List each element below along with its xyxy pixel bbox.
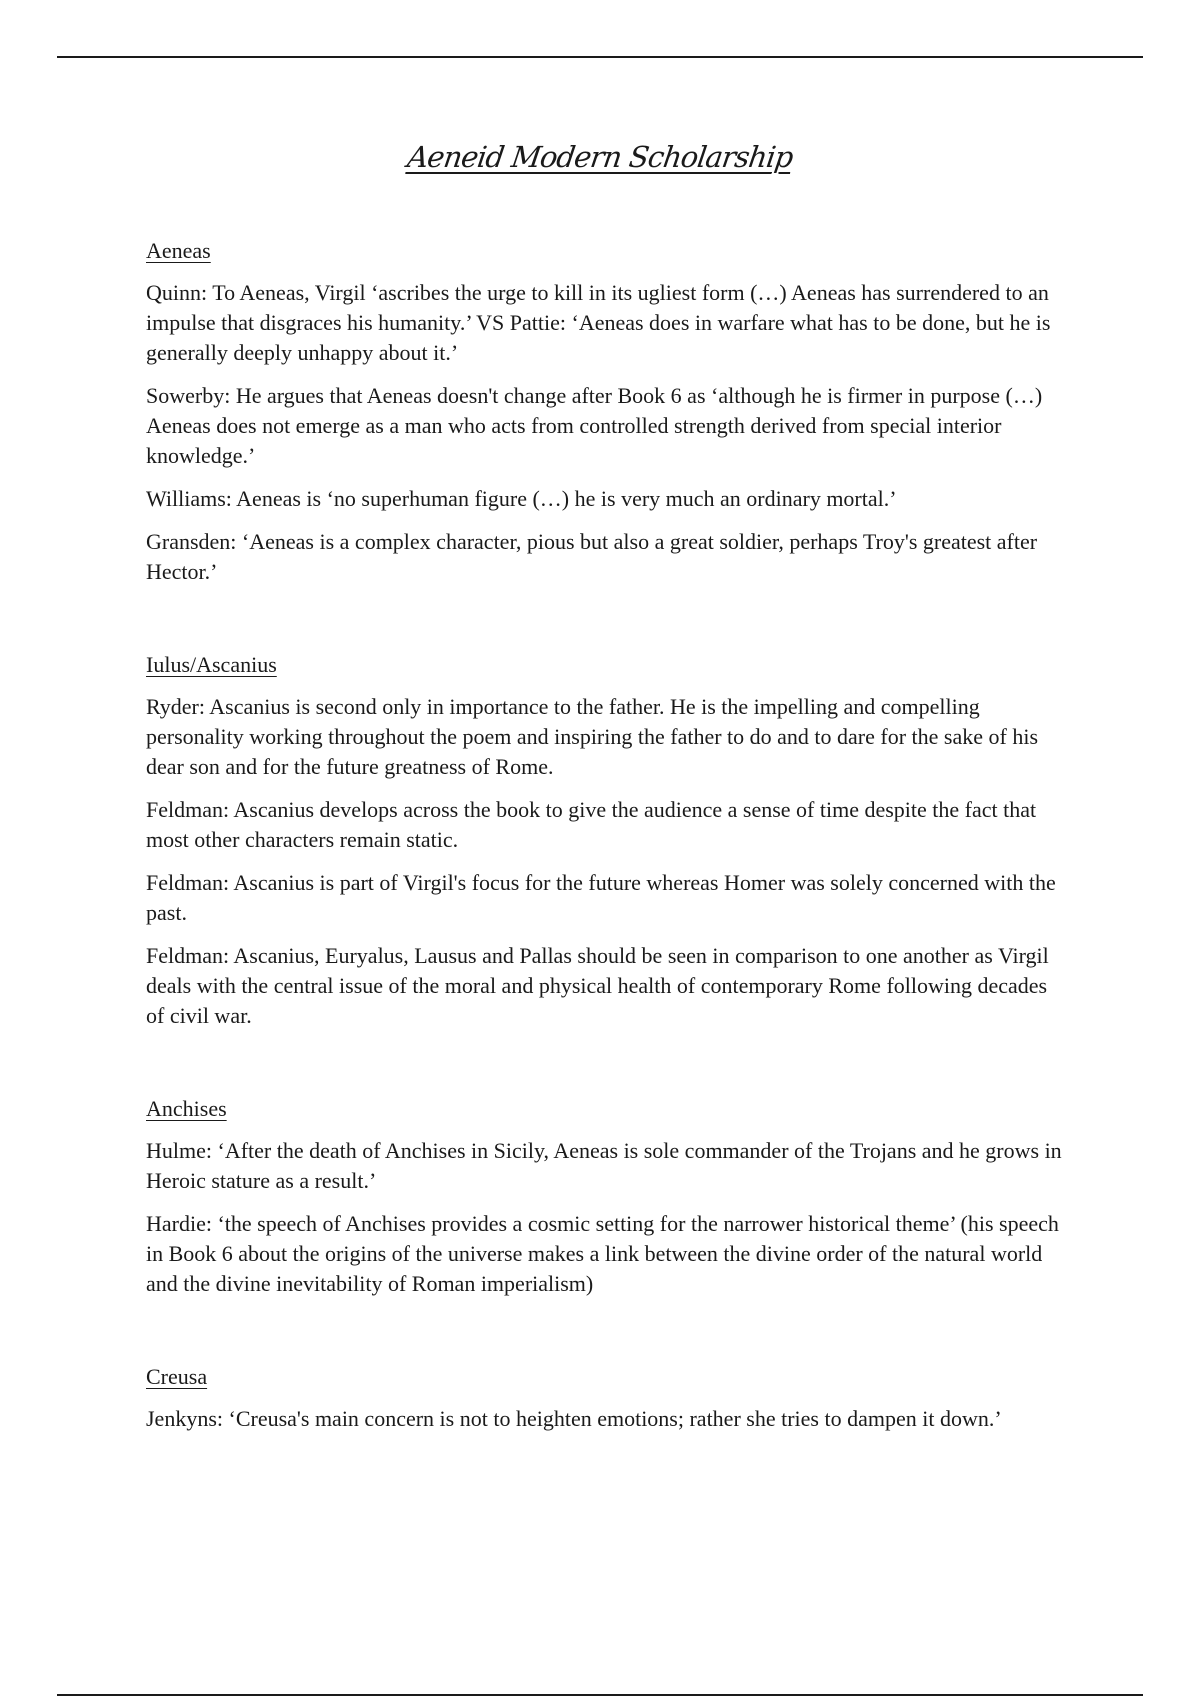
paragraph: Sowerby: He argues that Aeneas doesn't change after Book 6 as ‘although he is firmer in purpose (…) Aeneas does not emerge as a man who acts from controlled strength derived from special interior knowledge.’: [146, 383, 1043, 468]
section-heading: Anchises: [146, 1096, 227, 1121]
section-heading: Creusa: [146, 1364, 208, 1389]
section-iulus-ascanius: [146, 650, 1066, 1031]
paragraph: Hardie: ‘the speech of Anchises provides a cosmic setting for the narrower historical theme’ (his speech in Book 6 about the origins of the universe makes a link between the divine order of the natural world and the divine inevitability of Roman imperialism): [146, 1211, 1059, 1296]
section-anchises: [146, 1094, 1066, 1299]
paragraph: Quinn: To Aeneas, Virgil ‘ascribes the urge to kill in its ugliest form (…) Aeneas has surrendered to an impulse that disgraces his humanity.’ VS Pattie: ‘Aeneas does in warfare what has to be done, but he is generally deeply unhappy about it.’: [146, 280, 1051, 365]
paragraph: Gransden: ‘Aeneas is a complex character, pious but also a great soldier, perhaps Troy's greatest after Hector.’: [146, 529, 1038, 584]
top-rule: [57, 56, 1143, 58]
paragraph: Feldman: Ascanius, Euryalus, Lausus and Pallas should be seen in comparison to one another as Virgil deals with the central issue of the moral and physical health of contemporary Rome following decades of civil war.: [146, 943, 1049, 1028]
bottom-rule: [57, 1694, 1143, 1696]
section-heading: Aeneas: [146, 238, 211, 263]
paragraph: Feldman: Ascanius develops across the book to give the audience a sense of time despite the fact that most other characters remain static.: [146, 797, 1037, 852]
document-body: [146, 236, 1066, 1447]
section-aeneas: [146, 236, 1066, 587]
section-heading: Iulus/Ascanius: [146, 652, 277, 677]
paragraph: Williams: Aeneas is ‘no superhuman figure (…) he is very much an ordinary mortal.’: [146, 486, 897, 511]
paragraph: Jenkyns: ‘Creusa's main concern is not to heighten emotions; rather she tries to dampen it down.’: [146, 1406, 1002, 1431]
paragraph: Hulme: ‘After the death of Anchises in Sicily, Aeneas is sole commander of the Trojans and he grows in Heroic stature as a result.’: [146, 1138, 1062, 1193]
document-title: Aeneid Modern Scholarship: [405, 140, 795, 174]
paragraph: Ryder: Ascanius is second only in importance to the father. He is the impelling and compelling personality working throughout the poem and inspiring the father to do and to dare for the sake of his dear son and for the future greatness of Rome.: [146, 694, 1039, 779]
paragraph: Feldman: Ascanius is part of Virgil's focus for the future whereas Homer was solely concerned with the past.: [146, 870, 1056, 925]
section-creusa: [146, 1362, 1066, 1434]
